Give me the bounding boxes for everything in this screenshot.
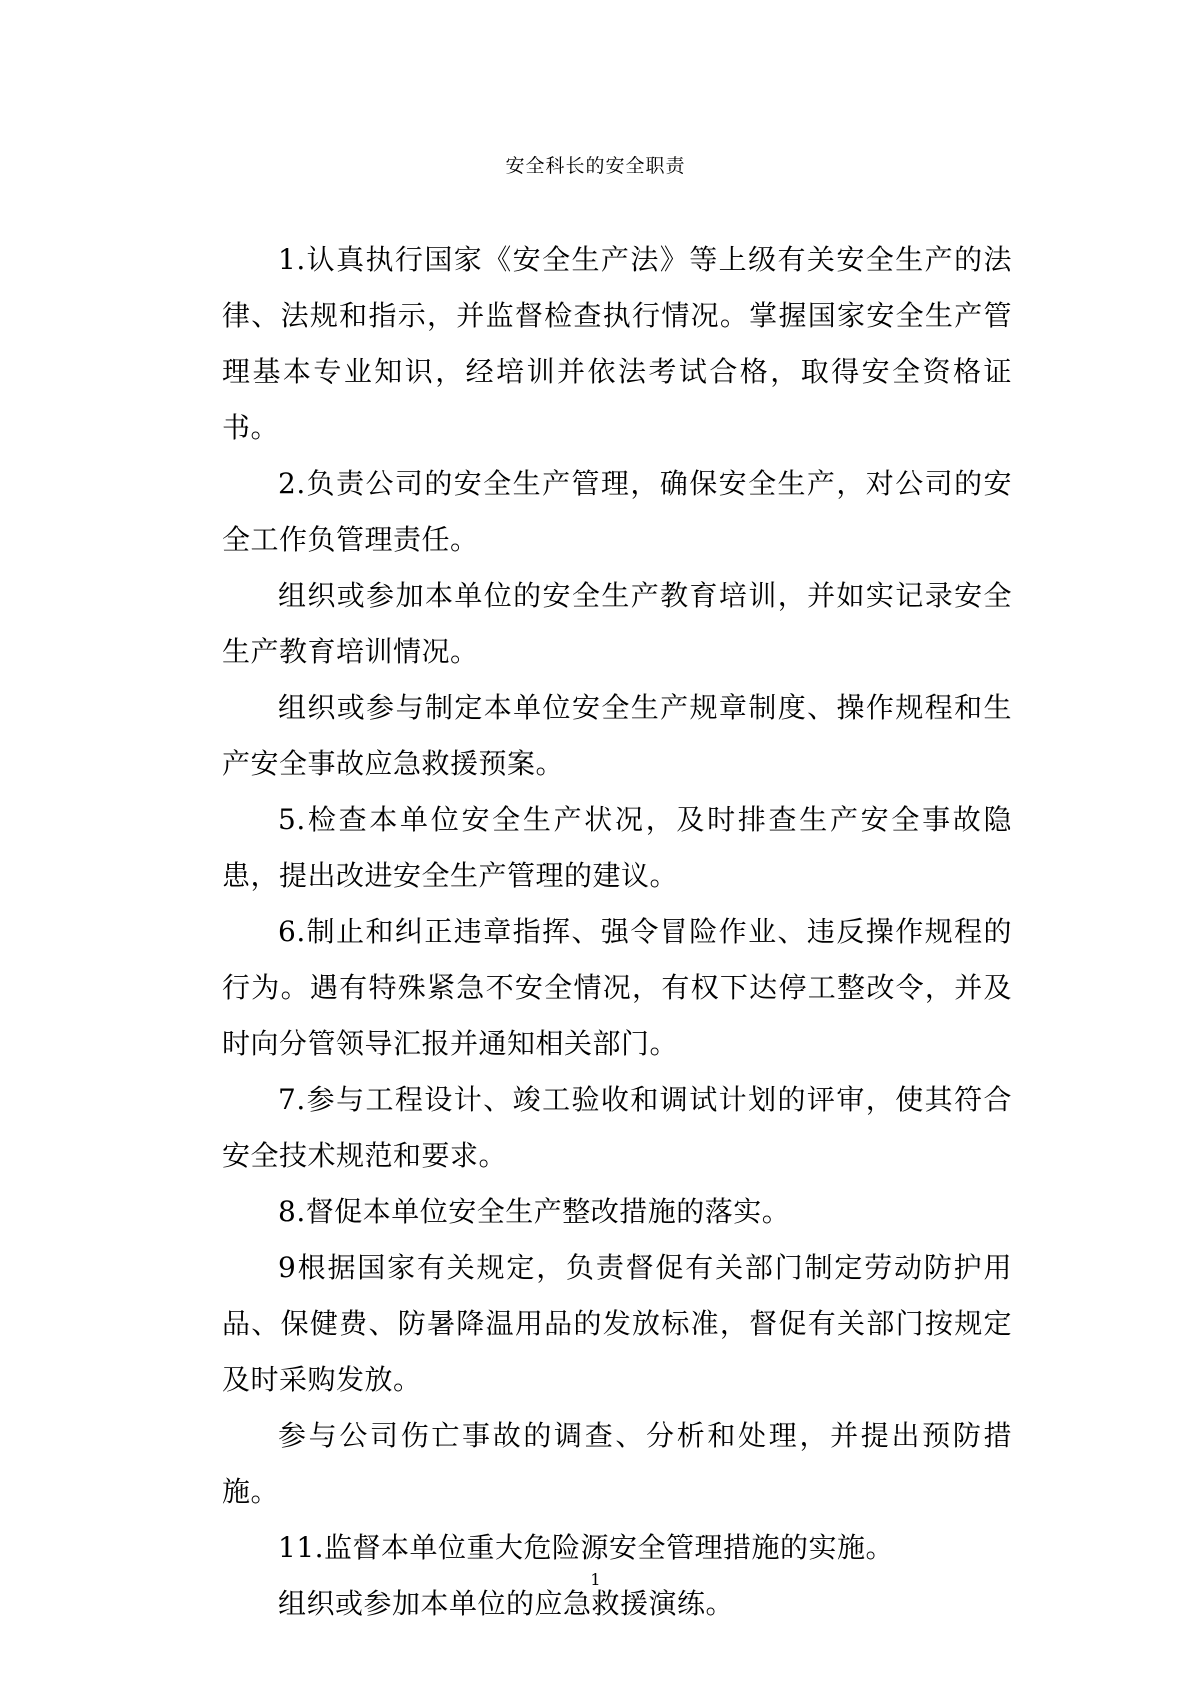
paragraph-9: 9根据国家有关规定，负责督促有关部门制定劳动防护用品、保健费、防暑降温用品的发放标准，督促有关部门按规定及时采购发放。 bbox=[222, 1251, 1012, 1396]
paragraph-4: 组织或参与制定本单位安全生产规章制度、操作规程和生产安全事故应急救援预案。 bbox=[222, 691, 1012, 780]
paragraph-10: 参与公司伤亡事故的调查、分析和处理，并提出预防措施。 bbox=[222, 1419, 1012, 1508]
paragraph-1: 1.认真执行国家《安全生产法》等上级有关安全生产的法律、法规和指示，并监督检查执行情况。掌握国家安全生产管理基本专业知识，经培训并依法考试合格，取得安全资格证书。 bbox=[222, 243, 1012, 444]
paragraph-12: 组织或参加本单位的应急救援演练。 bbox=[278, 1587, 735, 1620]
page-number: 1 bbox=[590, 1570, 601, 1589]
paragraph-3: 组织或参加本单位的安全生产教育培训，并如实记录安全生产教育培训情况。 bbox=[222, 579, 1012, 668]
paragraph-2: 2.负责公司的安全生产管理，确保安全生产，对公司的安全工作负管理责任。 bbox=[222, 467, 1012, 556]
paragraph-11: 11.监督本单位重大危险源安全管理措施的实施。 bbox=[278, 1531, 895, 1564]
paragraph-6: 6.制止和纠正违章指挥、强令冒险作业、违反操作规程的行为。遇有特殊紧急不安全情况，有权下达停工整改令，并及时向分管领导汇报并通知相关部门。 bbox=[222, 915, 1012, 1060]
document-body bbox=[222, 232, 1012, 1632]
paragraph-7: 7.参与工程设计、竣工验收和调试计划的评审，使其符合安全技术规范和要求。 bbox=[222, 1083, 1012, 1172]
paragraph-5: 5.检查本单位安全生产状况，及时排查生产安全事故隐患，提出改进安全生产管理的建议。 bbox=[222, 803, 1012, 892]
paragraph-8: 8.督促本单位安全生产整改措施的落实。 bbox=[278, 1195, 791, 1228]
document-title: 安全科长的安全职责 bbox=[505, 155, 686, 177]
